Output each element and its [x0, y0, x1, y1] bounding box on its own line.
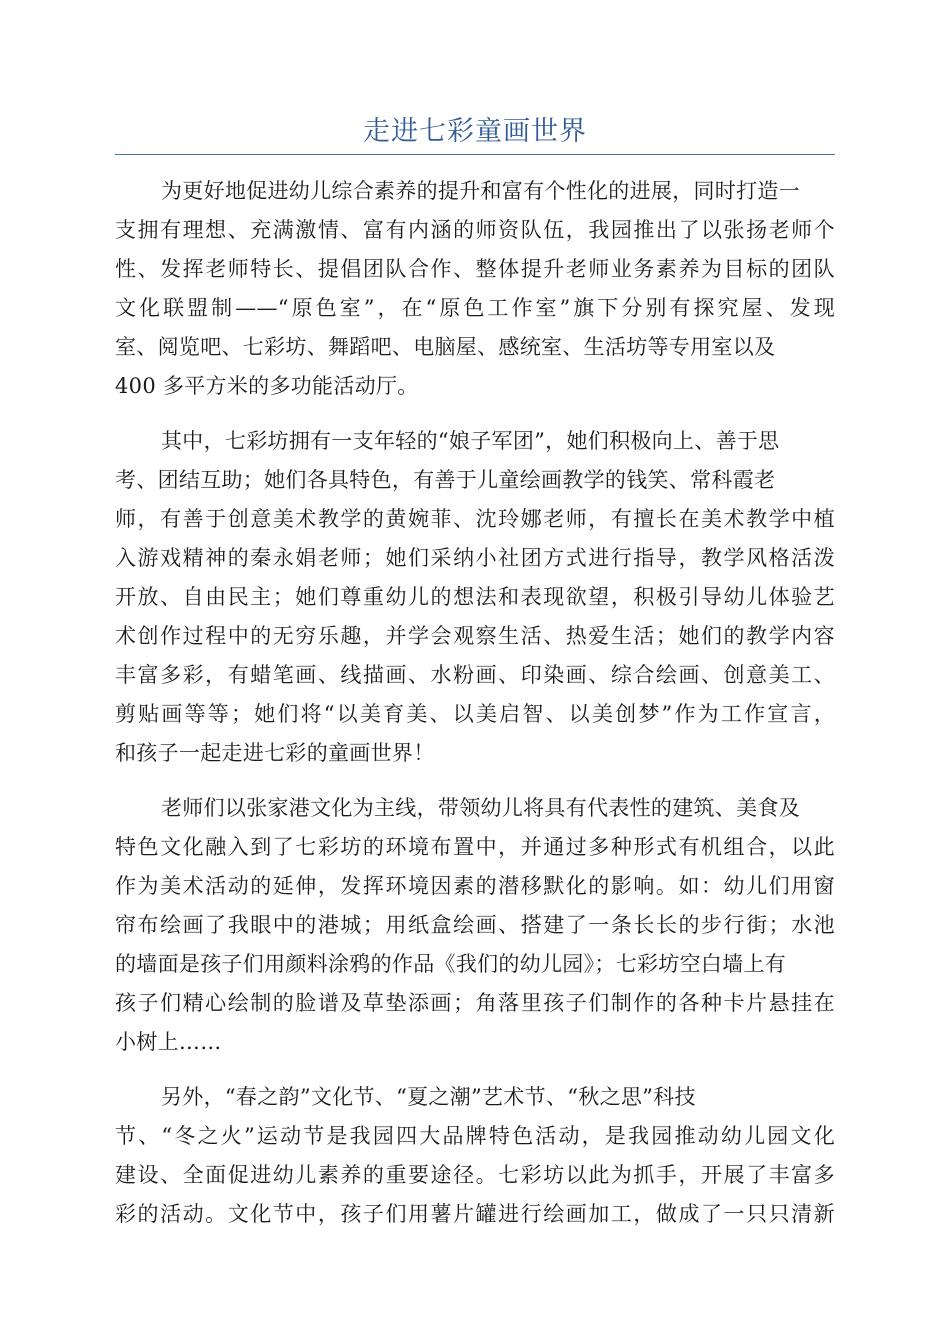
paragraph-line: 术创作过程中的无穷乐趣，并学会观察生活、热爱生活；她们的教学内容: [115, 624, 835, 648]
title-underline: [115, 154, 835, 155]
paragraph-line: 帘布绘画了我眼中的港城；用纸盒绘画、搭建了一条长长的步行街；水池: [115, 913, 835, 937]
paragraph-line: 其中，七彩坊拥有一支年轻的“娘子军团”，她们积极向上、善于思: [161, 429, 780, 453]
paragraph-line: 孩子们精心绘制的脸谱及草垫添画；角落里孩子们制作的各种卡片悬挂在: [115, 991, 835, 1015]
document-body: [115, 172, 835, 1250]
paragraph-line: 室、阅览吧、七彩坊、舞蹈吧、电脑屋、感统室、生活坊等专用室以及: [115, 335, 776, 359]
paragraph-line: 小树上……: [115, 1030, 222, 1054]
paragraph-line: 特色文化融入到了七彩坊的环境布置中，并通过多种形式有机组合，以此: [115, 835, 835, 859]
paragraph-line: 彩的活动。文化节中，孩子们用薯片罐进行绘画加工，做成了一只只清新: [115, 1202, 835, 1226]
paragraph-line: 和孩子一起走进七彩的童画世界！: [115, 741, 435, 765]
paragraph-2: [115, 422, 835, 773]
paragraph-line: 师，有善于创意美术教学的黄婉菲、沈玲娜老师，有擅长在美术教学中植: [115, 507, 835, 531]
paragraph-line: 的墙面是孩子们用颜料涂鸦的作品《我们的幼儿园》；七彩坊空白墙上有: [115, 952, 787, 976]
paragraph-1: [115, 172, 835, 406]
paragraph-line: 开放、自由民主；她们尊重幼儿的想法和表现欲望，积极引导幼儿体验艺: [115, 585, 835, 609]
paragraph-line: 老师们以张家港文化为主线，带领幼儿将具有代表性的建筑、美食及: [161, 796, 800, 820]
paragraph-line: 文化联盟制——“原色室”，在“原色工作室”旗下分别有探究屋、发现: [115, 296, 835, 320]
paragraph-line: 另外，“春之韵”文化节、“夏之潮”艺术节、“秋之思”科技: [161, 1085, 696, 1109]
paragraph-line: 支拥有理想、充满激情、富有内涵的师资队伍，我园推出了以张扬老师个: [115, 218, 835, 242]
paragraph-4: [115, 1078, 835, 1234]
paragraph-line: 考、团结互助；她们各具特色，有善于儿童绘画教学的钱笑、常科霞老: [115, 468, 776, 492]
paragraph-line: 丰富多彩，有蜡笔画、线描画、水粉画、印染画、综合绘画、创意美工、: [115, 663, 835, 687]
paragraph-line: 剪贴画等等；她们将“以美育美、以美启智、以美创梦”作为工作宣言，: [115, 702, 835, 726]
paragraph-line: 作为美术活动的延伸，发挥环境因素的潜移默化的影响。如：幼儿们用窗: [115, 874, 835, 898]
paragraph-line: 性、发挥老师特长、提倡团队合作、整体提升老师业务素养为目标的团队: [115, 257, 835, 281]
paragraph-line: 入游戏精神的秦永娟老师；她们采纳小社团方式进行指导，教学风格活泼: [115, 546, 835, 570]
paragraph-line: 400 多平方米的多功能活动厅。: [115, 374, 419, 398]
document-title: 走进七彩童画世界: [363, 116, 587, 147]
paragraph-line: 为更好地促进幼儿综合素养的提升和富有个性化的进展，同时打造一: [161, 179, 800, 203]
paragraph-line: 建设、全面促进幼儿素养的重要途径。七彩坊以此为抓手，开展了丰富多: [115, 1163, 835, 1187]
paragraph-line: 节、“冬之火”运动节是我园四大品牌特色活动，是我园推动幼儿园文化: [115, 1124, 835, 1148]
paragraph-3: [115, 789, 835, 1062]
